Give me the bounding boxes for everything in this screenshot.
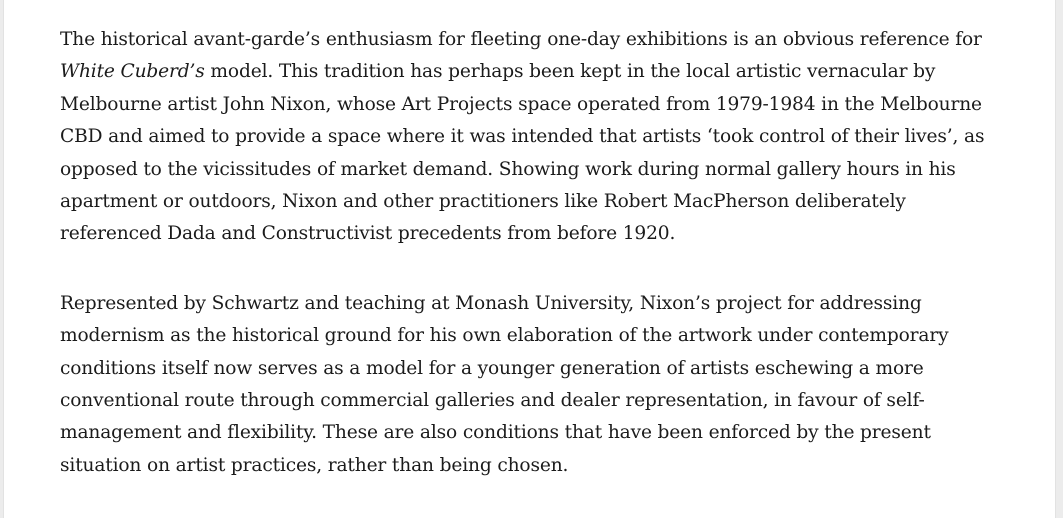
- text-line: management and flexibility. These are also conditions that have been enforced by the present: [60, 422, 931, 444]
- text-line: The historical avant-garde’s enthusiasm for fleeting one-day exhibitions is an obvious reference for: [60, 29, 982, 50]
- text-line: conventional route through commercial galleries and dealer representation, in favour of self-: [60, 390, 925, 412]
- text-line: modernism as the historical ground for his own elaboration of the artwork under contemporary: [60, 325, 949, 347]
- text-line: Represented by Schwartz and teaching at Monash University, Nixon’s project for addressing: [60, 292, 922, 314]
- text-line: [60, 56, 1010, 88]
- italic-title: White Cuberd’s: [60, 61, 205, 83]
- text-line: opposed to the vicissitudes of market demand. Showing work during normal gallery hours in his: [60, 158, 956, 180]
- article-body: [60, 24, 1010, 482]
- text-line: apartment or outdoors, Nixon and other practitioners like Robert MacPherson deliberately: [60, 191, 906, 213]
- text-line: referenced Dada and Constructivist precedents from before 1920.: [60, 223, 676, 245]
- text-line: conditions itself now serves as a model for a younger generation of artists eschewing a more: [60, 357, 924, 379]
- paragraph-2: [60, 288, 1010, 482]
- document-page: [3, 0, 1056, 518]
- text-line: situation on artist practices, rather than being chosen.: [60, 454, 569, 476]
- text-line-rest: model. This tradition has perhaps been kept in the local artistic vernacular by: [204, 61, 936, 83]
- paragraph-1: [60, 24, 1010, 251]
- text-line: CBD and aimed to provide a space where it was intended that artists ‘took control of their lives’, as: [60, 126, 985, 148]
- text-line: Melbourne artist John Nixon, whose Art Projects space operated from 1979-1984 in the Melbourne: [60, 93, 982, 115]
